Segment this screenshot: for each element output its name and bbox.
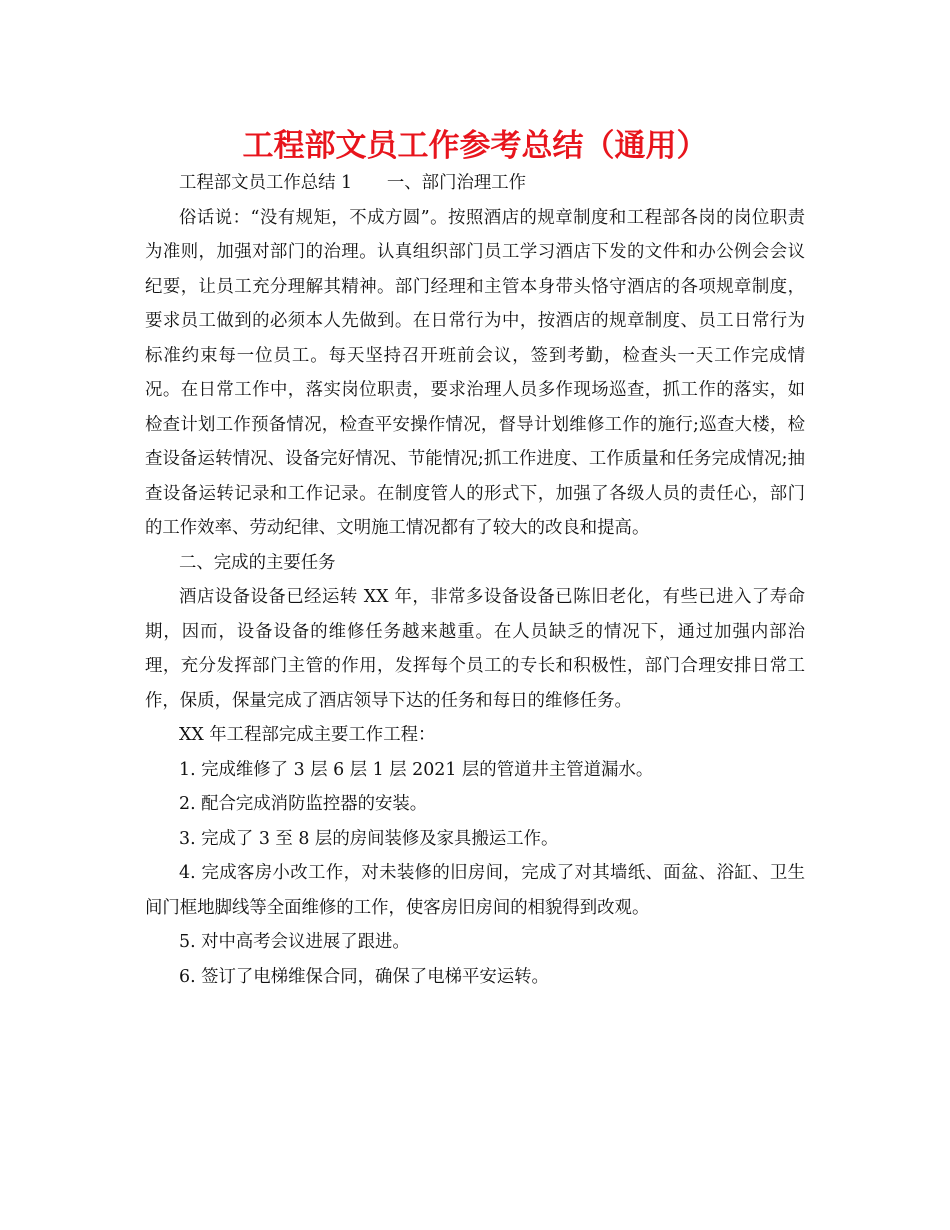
- section-heading: 工程部文员工作总结 1 一、部门治理工作: [179, 173, 527, 193]
- section-heading: 二、完成的主要任务: [179, 552, 336, 573]
- paragraph: 酒店设备设备已经运转 XX 年，非常多设备设备已陈旧老化，有些已进入了寿命期，因而，设备设备的维修任务越来越重。在人员缺乏的情况下，通过加强内部治理，充分发挥部门主管的作用，发挥每个员工的专长和积极性，部门合理安排日常工作，保质，保量完成了酒店领导下达的任务和每日的维修任务。: [145, 587, 805, 711]
- paragraph: 俗话说：“没有规矩，不成方圆”。按照酒店的规章制度和工程部各岗的岗位职责为准则，加强对部门的治理。认真组织部门员工学习酒店下发的文件和办公例会会议纪要，让员工充分理解其精神。部门经理和主管本身带头恪守酒店的各项规章制度，要求员工做到的必须本人先做到。在日常行为中，按酒店的规章制度、员工日常行为标准约束每一位员工。每天坚持召开班前会议，签到考勤，检查头一天工作完成情况。在日常工作中，落实岗位职责，要求治理人员多作现场巡查，抓工作的落实，如检查计划工作预备情况，检查平安操作情况，督导计划维修工作的施行;巡查大楼，检查设备运转情况、设备完好情况、节能情况;抓工作进度、工作质量和任务完成情况;抽查设备运转记录和工作记录。在制度管人的形式下，加强了各级人员的责任心，部门的工作效率、劳动纪律、文明施工情况都有了较大的改良和提高。: [145, 207, 805, 538]
- list-item: 6. 签订了电梯维保合同，确保了电梯平安运转。: [179, 966, 549, 987]
- list-item: 5. 对中高考会议进展了跟进。: [179, 932, 410, 952]
- document-title: 工程部文员工作参考总结（通用）: [242, 128, 708, 164]
- list-item: 3. 完成了 3 至 8 层的房间装修及家具搬运工作。: [179, 828, 559, 849]
- list-item: 4. 完成客房小改工作，对未装修的旧房间，完成了对其墙纸、面盆、浴缸、卫生间门框地脚线等全面维修的工作，使客房旧房间的相貌得到改观。: [145, 863, 805, 918]
- document-body: [145, 166, 805, 994]
- list-item: 2. 配合完成消防监控器的安装。: [179, 794, 428, 814]
- list-heading: XX 年工程部完成主要工作工程：: [179, 725, 436, 745]
- list-item: 1. 完成维修了 3 层 6 层 1 层 2021 层的管道井主管道漏水。: [179, 759, 654, 780]
